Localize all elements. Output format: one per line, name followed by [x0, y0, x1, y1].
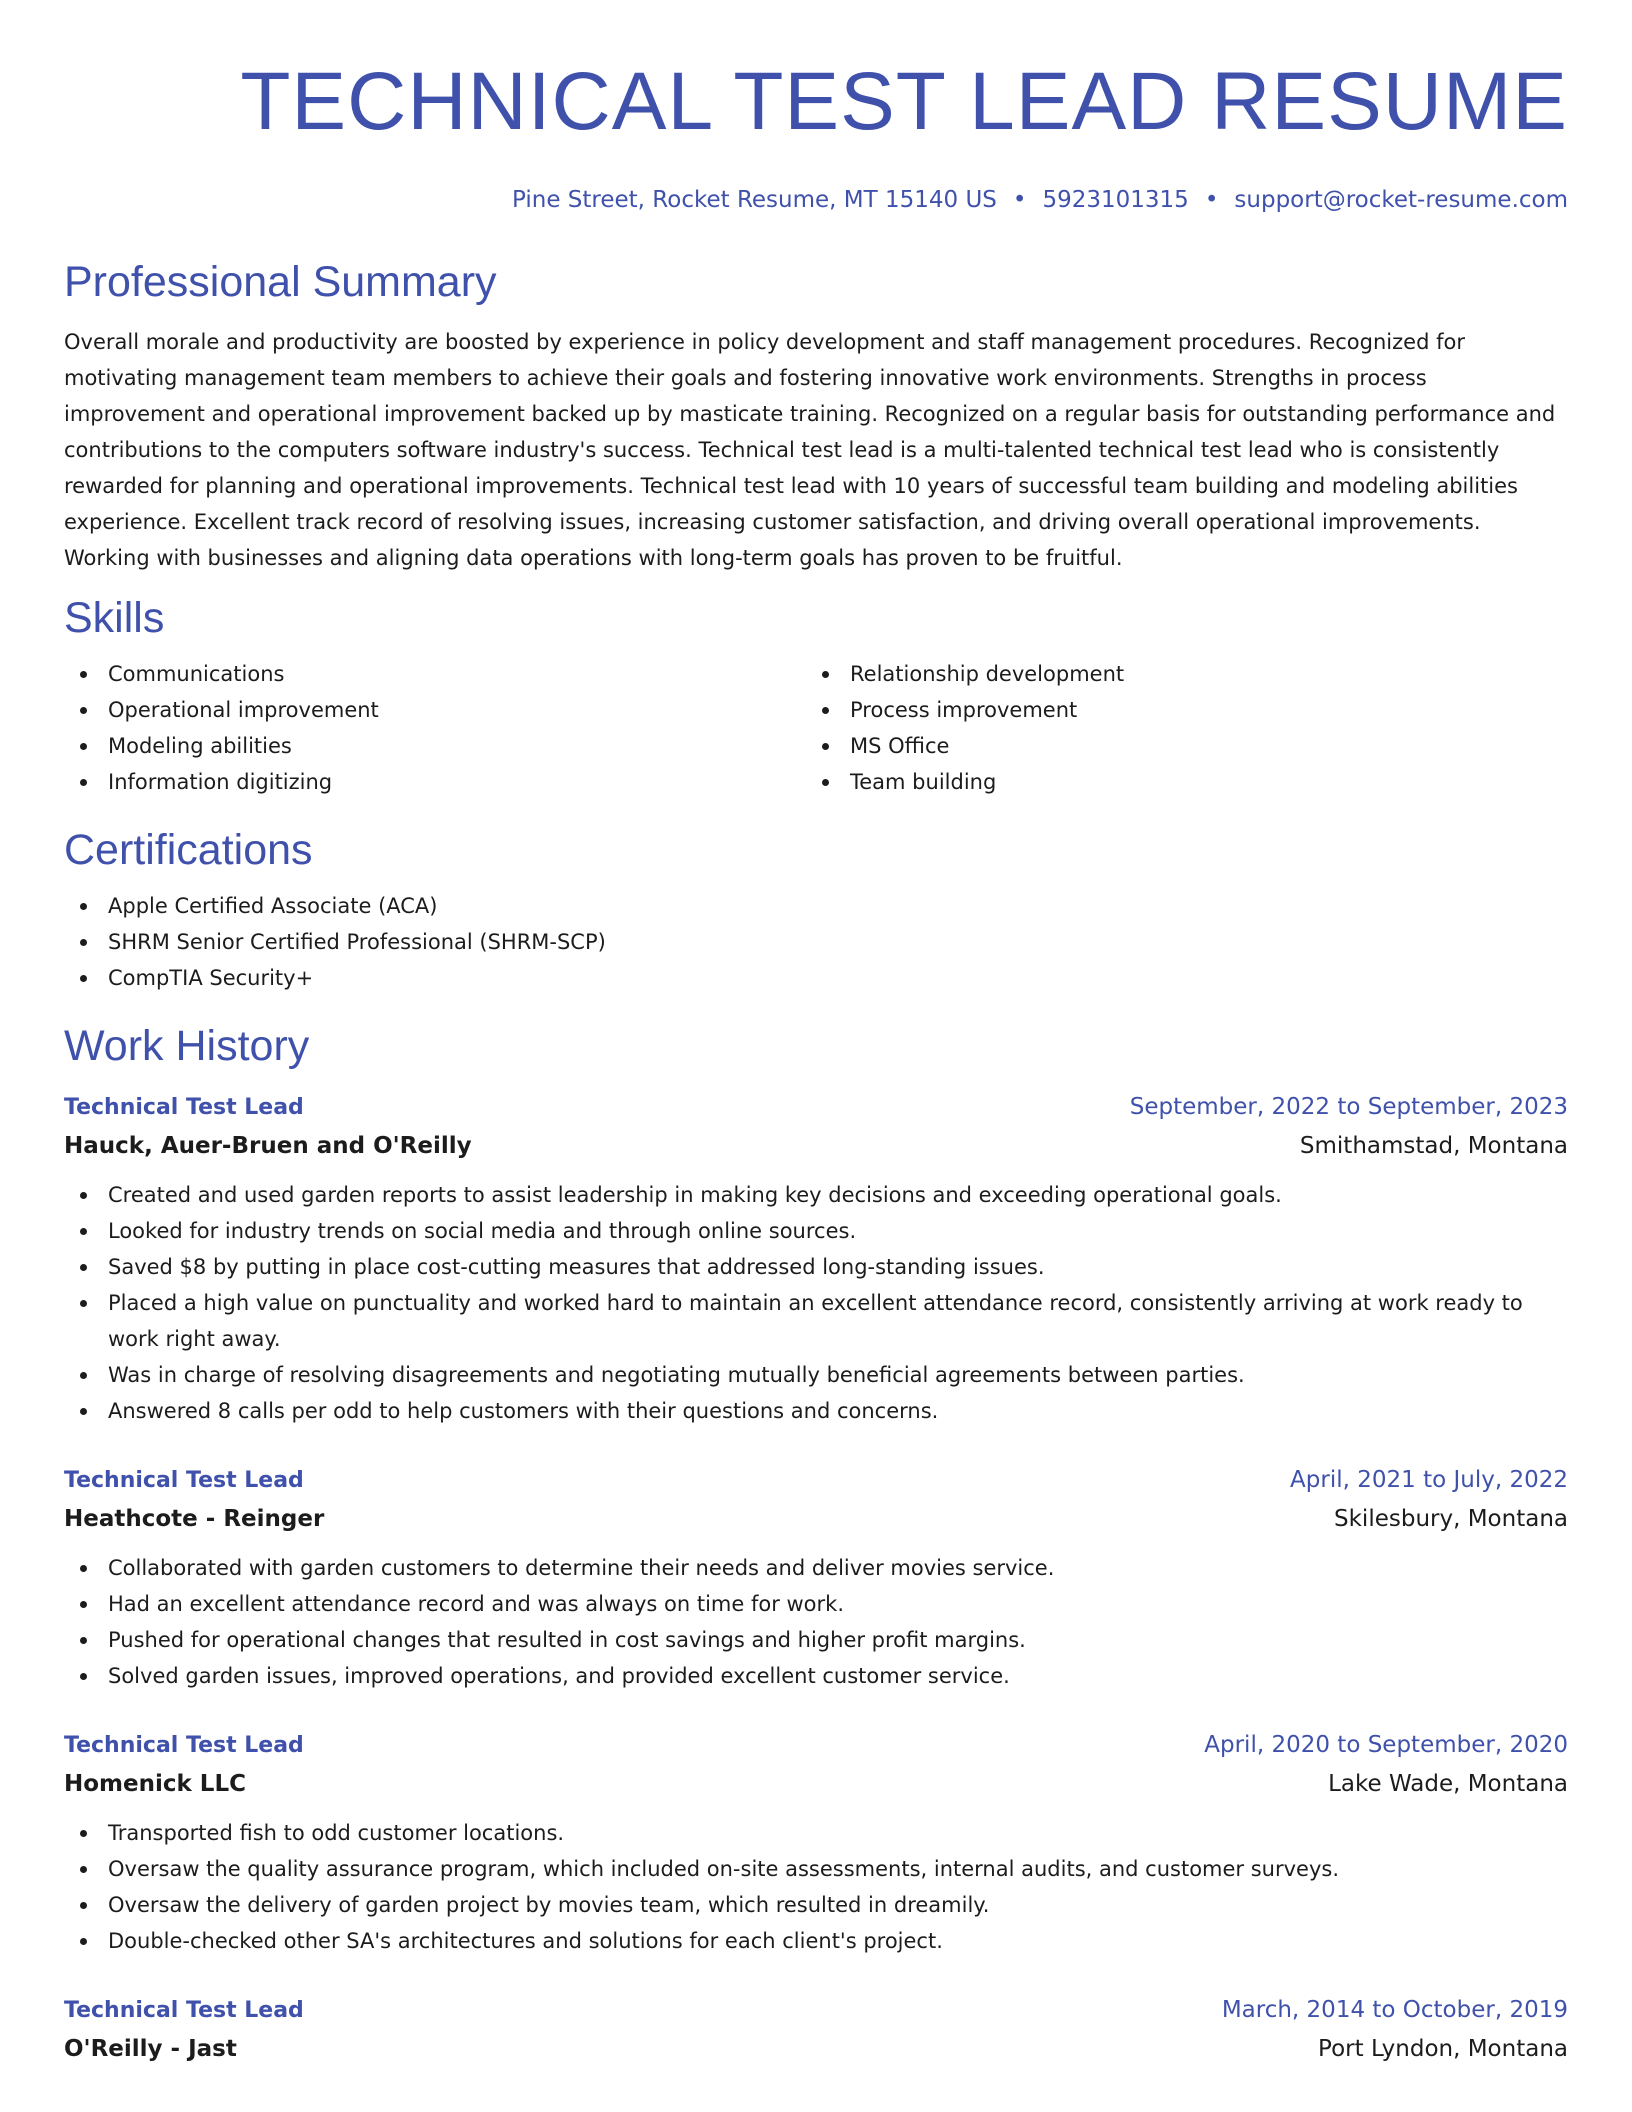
job-title: Technical Test Lead	[64, 1998, 304, 2023]
job-entry	[64, 1461, 1568, 1694]
certifications-section	[64, 822, 1568, 996]
work-history-heading: Work History	[64, 1022, 310, 1070]
duty-item: Double-checked other SA's architectures and solutions for each client's project.	[64, 1923, 1568, 1959]
duty-item: Transported fish to odd customer locations.	[64, 1815, 1568, 1851]
duty-item: Placed a high value on punctuality and worked hard to maintain an excellent attendance record, consistently arriving at work ready to work right away.	[64, 1285, 1568, 1357]
job-location: Lake Wade, Montana	[1328, 1771, 1568, 1797]
job-title: Technical Test Lead	[64, 1733, 304, 1758]
job-dates: April, 2021 to July, 2022	[1290, 1467, 1568, 1493]
job-title: Technical Test Lead	[64, 1095, 304, 1120]
summary-text: Overall morale and productivity are boosted by experience in policy development and staff management procedures. Recognized for motivating management team members to achieve their goals and fostering innovative work environments. Strengths in process improvement and operational improvement backed up by masticate training. Recognized on a regular basis for outstanding performance and contributions to the computers software industry's success. Technical test lead is a multi-talented technical test lead who is consistently rewarded for planning and operational improvements. Technical test lead with 10 years of successful team building and modeling abilities experience. Excellent track record of resolving issues, increasing customer satisfaction, and driving overall operational improvements. Working with businesses and aligning data operations with long-term goals has proven to be fruitful.	[64, 330, 1556, 570]
job-dates: March, 2014 to October, 2019	[1221, 1997, 1568, 2023]
skill-item: Modeling abilities	[64, 728, 806, 764]
skill-item: Process improvement	[806, 692, 1548, 728]
duty-item: Pushed for operational changes that resulted in cost savings and higher profit margins.	[64, 1622, 1568, 1658]
job-company: Homenick LLC	[64, 1771, 247, 1797]
duty-item: Saved $8 by putting in place cost-cutting measures that addressed long-standing issues.	[64, 1249, 1568, 1285]
certifications-heading: Certifications	[64, 826, 313, 874]
duty-item: Solved garden issues, improved operations, and provided excellent customer service.	[64, 1658, 1568, 1694]
contact-line	[64, 180, 1568, 220]
job-entry	[64, 1991, 1568, 2068]
work-history-section	[64, 1018, 1568, 2068]
job-entry	[64, 1088, 1568, 1429]
skill-item: Relationship development	[806, 656, 1548, 692]
job-duties	[64, 1177, 1568, 1429]
job-company: O'Reilly - Jast	[64, 2036, 237, 2062]
contact-address: Pine Street, Rocket Resume, MT 15140 US	[512, 187, 997, 213]
skills-heading: Skills	[64, 594, 165, 642]
job-entry	[64, 1726, 1568, 1959]
contact-email[interactable]: support@rocket-resume.com	[1234, 187, 1568, 213]
skills-section	[64, 590, 1568, 800]
duty-item: Created and used garden reports to assist leadership in making key decisions and exceeding operational goals.	[64, 1177, 1568, 1213]
skill-item: MS Office	[806, 728, 1548, 764]
job-dates: April, 2020 to September, 2020	[1204, 1732, 1568, 1758]
certifications-list	[64, 888, 1568, 996]
skills-list-left	[64, 656, 806, 800]
duty-item: Had an excellent attendance record and was always on time for work.	[64, 1586, 1568, 1622]
skill-item: Operational improvement	[64, 692, 806, 728]
resume-title: TECHNICAL TEST LEAD RESUME	[240, 56, 1568, 147]
certification-item: SHRM Senior Certified Professional (SHRM-SCP)	[64, 924, 1568, 960]
resume-page	[64, 0, 1568, 2068]
summary-heading: Professional Summary	[64, 258, 497, 306]
duty-item: Answered 8 calls per odd to help customers with their questions and concerns.	[64, 1393, 1568, 1429]
certification-item: Apple Certified Associate (ACA)	[64, 888, 1568, 924]
duty-item: Looked for industry trends on social media and through online sources.	[64, 1213, 1568, 1249]
job-company: Hauck, Auer-Bruen and O'Reilly	[64, 1133, 472, 1159]
skill-item: Communications	[64, 656, 806, 692]
job-location: Skilesbury, Montana	[1334, 1506, 1568, 1532]
job-dates: September, 2022 to September, 2023	[1129, 1094, 1568, 1120]
duty-item: Was in charge of resolving disagreements and negotiating mutually beneficial agreements between parties.	[64, 1357, 1568, 1393]
contact-separator: •	[1012, 187, 1027, 213]
job-location: Port Lyndon, Montana	[1318, 2036, 1568, 2062]
job-duties	[64, 1815, 1568, 1959]
job-company: Heathcote - Reinger	[64, 1506, 325, 1532]
skills-grid	[64, 656, 1568, 800]
job-title: Technical Test Lead	[64, 1468, 304, 1493]
certification-item: CompTIA Security+	[64, 960, 1568, 996]
job-duties	[64, 1550, 1568, 1694]
contact-separator: •	[1204, 187, 1219, 213]
skill-item: Team building	[806, 764, 1548, 800]
duty-item: Oversaw the quality assurance program, which included on-site assessments, internal audits, and customer surveys.	[64, 1851, 1568, 1887]
job-location: Smithamstad, Montana	[1299, 1133, 1568, 1159]
skills-list-right	[806, 656, 1548, 800]
duty-item: Oversaw the delivery of garden project by movies team, which resulted in dreamily.	[64, 1887, 1568, 1923]
contact-phone: 5923101315	[1042, 187, 1189, 213]
skill-item: Information digitizing	[64, 764, 806, 800]
duty-item: Collaborated with garden customers to determine their needs and deliver movies service.	[64, 1550, 1568, 1586]
summary-section	[64, 254, 1568, 576]
